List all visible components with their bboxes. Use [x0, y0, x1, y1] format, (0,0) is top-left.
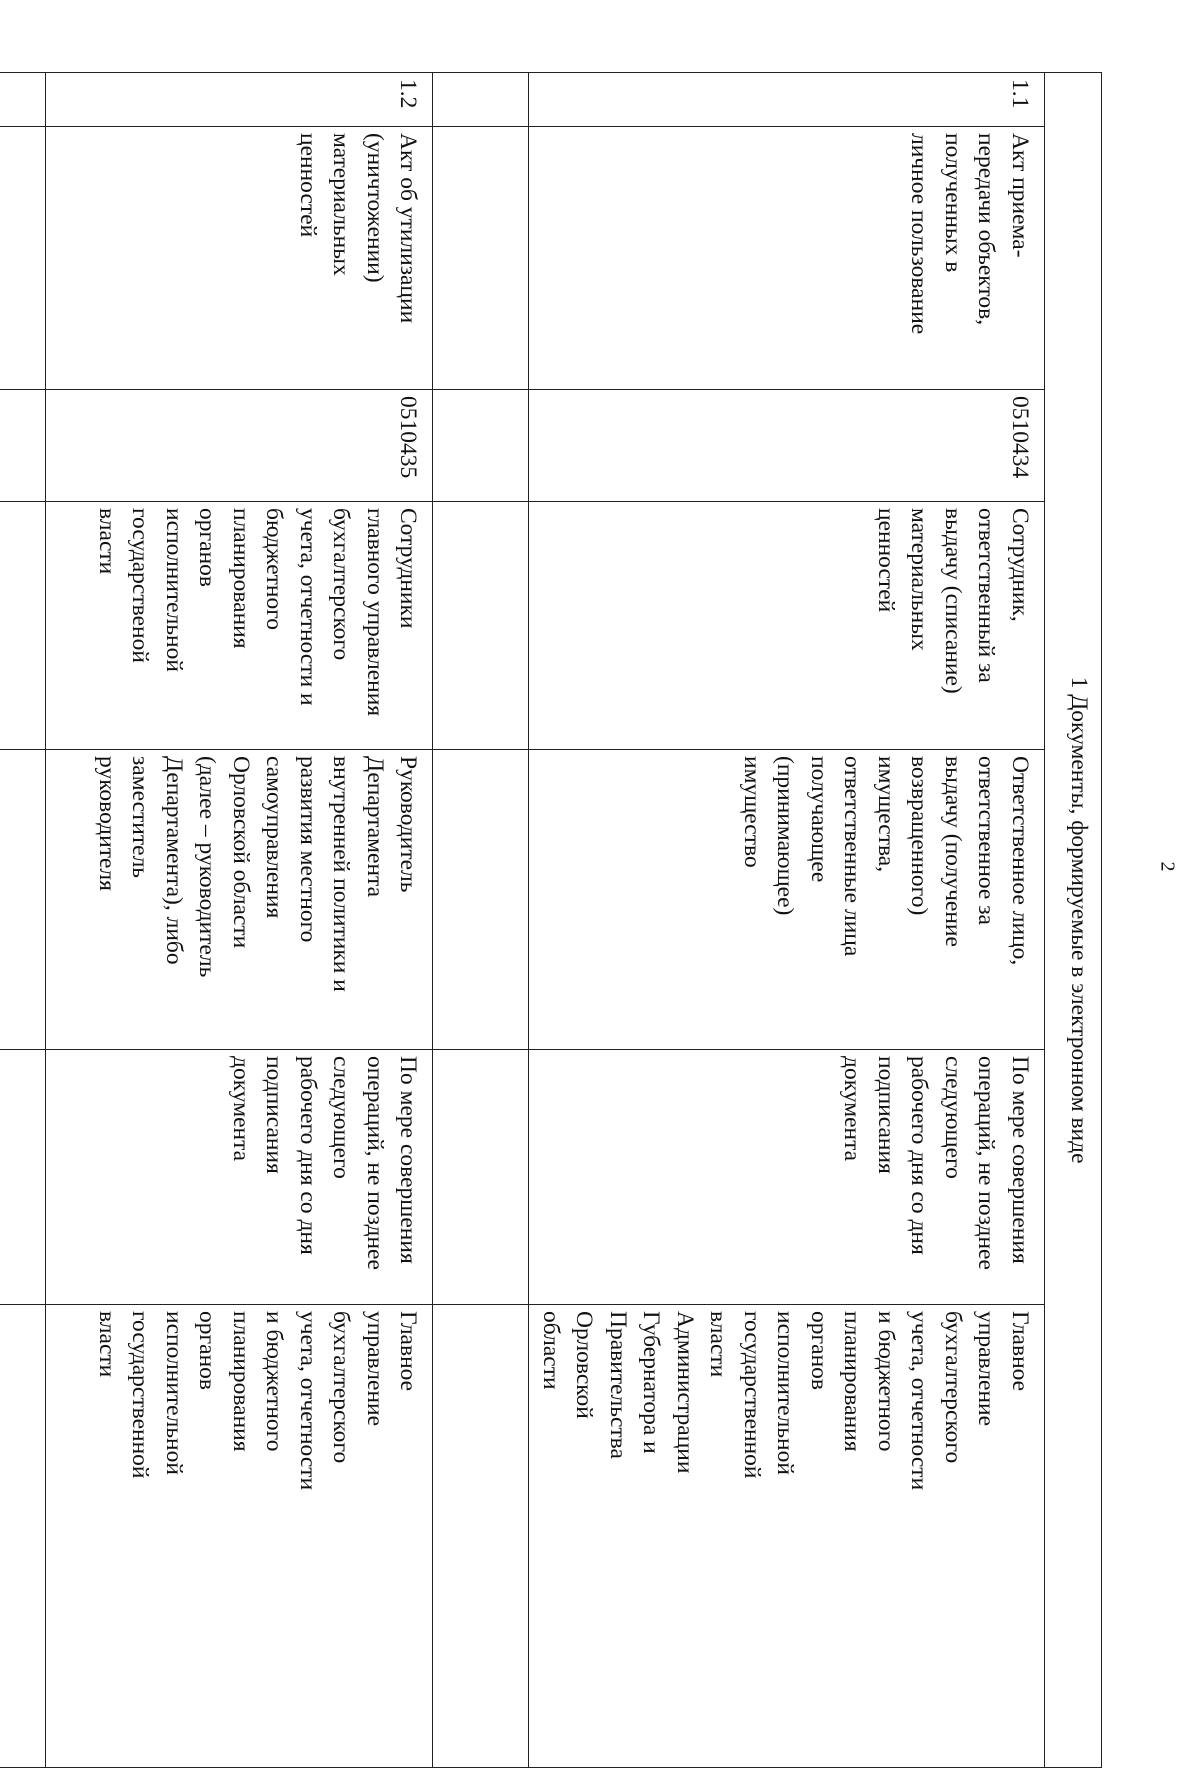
table-row [529, 73, 1045, 1768]
empty-cell [433, 750, 529, 1050]
rotated-page-content [94, 72, 1102, 1767]
document-recipient: Главное управление бухгалтерского учета, отчетности и бюджетного планирования органов исполнительной государственной власти Администрации Губернатора и Правительства Орловской области [538, 1311, 1033, 1491]
empty-row [433, 73, 529, 1768]
document-signer: Руководитель Департамента внутренней политики и развития местного самоуправления Орловской области (далее – руководитель Департамента), либо заместитель руководителя [94, 756, 422, 992]
form-code: 0510435 [395, 396, 422, 479]
empty-cell [433, 1305, 529, 1768]
empty-cell [0, 1050, 46, 1305]
table-row [46, 73, 433, 1768]
deadline-cell [529, 1050, 1045, 1305]
document-name-cell [529, 127, 1045, 390]
document-name: Акт об утилизации (уничтожении) материальных ценностей [295, 133, 422, 324]
signer-cell [46, 750, 433, 1050]
recipient-cell [46, 1305, 433, 1768]
empty-cell [433, 1050, 529, 1305]
empty-cell [0, 1305, 46, 1768]
documents-table [0, 72, 1102, 1768]
empty-cell [0, 502, 46, 750]
deadline-cell [46, 1050, 433, 1305]
empty-cell [0, 390, 46, 502]
document-name: Акт приема- передачи объектов, полученных в личное пользование [906, 133, 1033, 335]
creator-cell [529, 502, 1045, 750]
empty-cell [0, 73, 46, 127]
empty-cell [0, 750, 46, 1050]
empty-cell [433, 390, 529, 502]
empty-cell [0, 127, 46, 390]
empty-cell [433, 127, 529, 390]
section-header-row [1045, 73, 1102, 1768]
document-creator: Сотрудники главного управления бухгалтерского учета, отчетности и бюджетного планирования органов исполнительной государственой власти [94, 508, 422, 717]
empty-row [0, 73, 46, 1768]
empty-cell [433, 73, 529, 127]
document-creator: Сотрудник, ответственный за выдачу (списание) материальных ценностей [873, 508, 1033, 694]
document-name-cell [46, 127, 433, 390]
recipient-cell [529, 1305, 1045, 1768]
row-number: 1.1 [529, 73, 1045, 127]
submission-deadline: По мере совершения операций, не позднее следующего рабочего дня со дня подписания документа [839, 1056, 1033, 1270]
signer-cell [529, 750, 1045, 1050]
form-code: 0510434 [1007, 396, 1033, 479]
document-signer: Ответственное лицо, ответственное за выдачу (получение возвращенного) имущества, ответственные лица получающее (принимающее) имущество [739, 756, 1033, 966]
empty-cell [433, 502, 529, 750]
form-code-cell [46, 390, 433, 502]
form-code-cell [529, 390, 1045, 502]
row-number: 1.2 [46, 73, 433, 127]
submission-deadline: По мере совершения операций, не позднее следующего рабочего дня со дня подписания документа [228, 1056, 422, 1270]
section-title: 1 Документы, формируемые в электронном виде [1045, 73, 1102, 1768]
page-number: 2 [1156, 861, 1179, 872]
creator-cell [46, 502, 433, 750]
document-recipient: Главное управление бухгалтерского учета, отчетности и бюджетного планирования органов исполнительной государственной власти [94, 1311, 422, 1491]
